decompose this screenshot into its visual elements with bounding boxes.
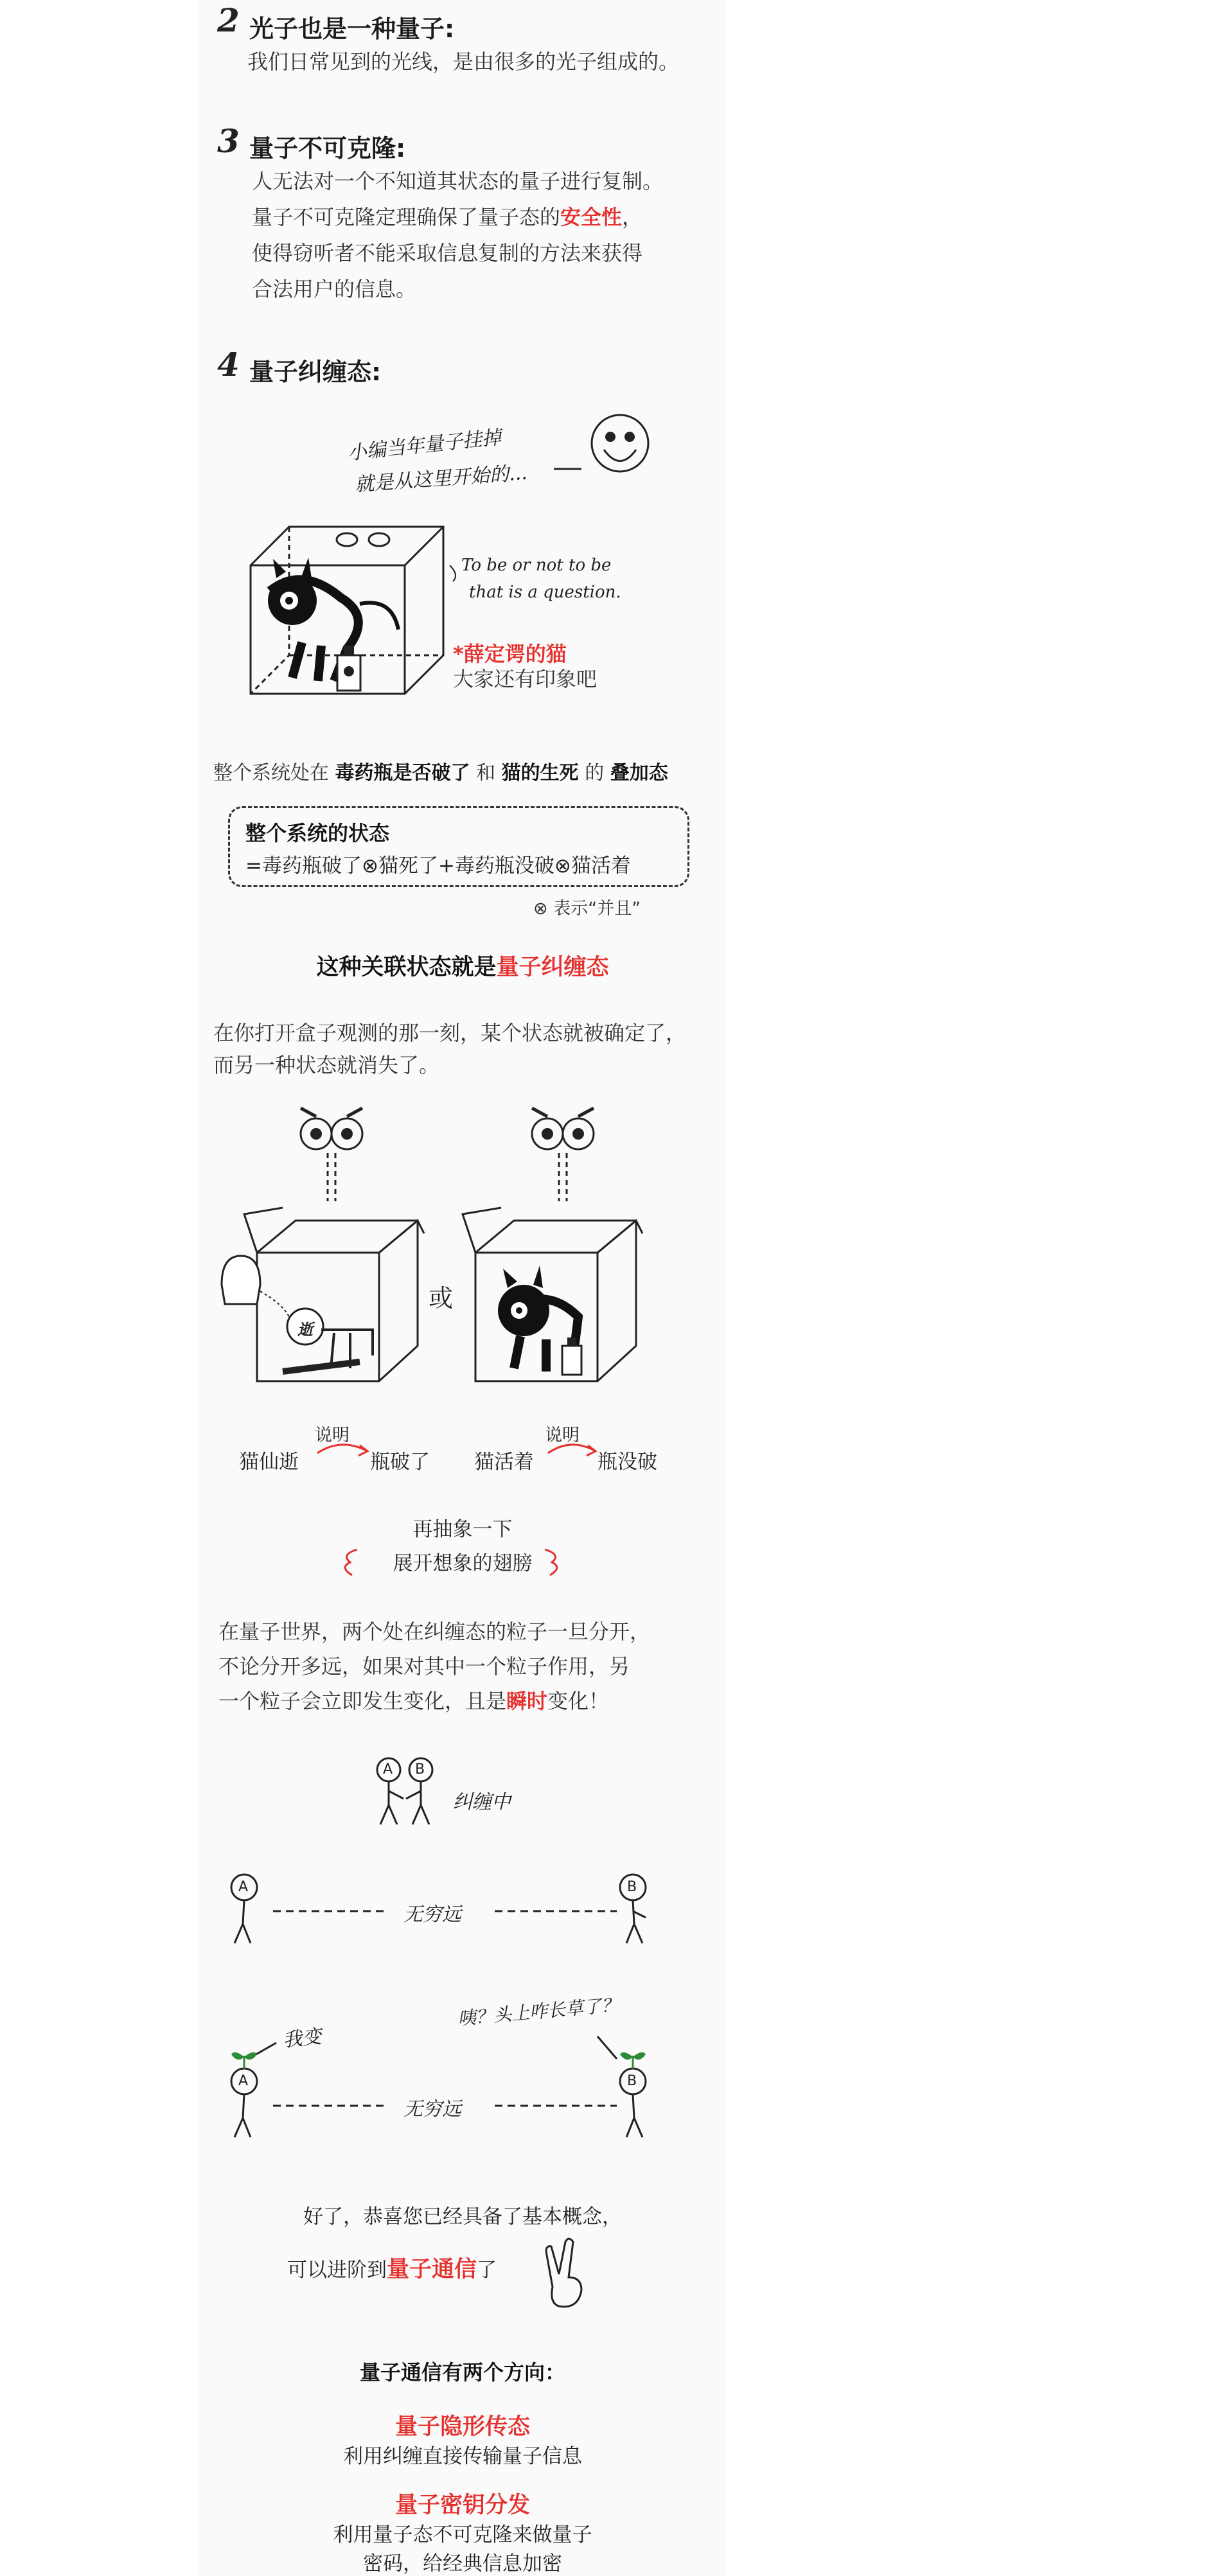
right-result-b: 瓶没破: [598, 1451, 657, 1474]
section-number-2: 2: [217, 1, 240, 39]
left-result-mid: 说明: [315, 1425, 350, 1445]
superposition-sentence: 整个系统处在 毒药瓶是否破了 和 猫的生死 的 叠加态: [213, 762, 668, 784]
section-title-entanglement: 量子纠缠态:: [249, 358, 382, 386]
handwritten-note-1: 小编当年量子挂掉: [346, 426, 502, 465]
section-text-photon: 我们日常见到的光线，是由很多的光子组成的。: [247, 49, 680, 74]
label-a-top: A: [383, 1761, 393, 1778]
abstract-line-2: 展开想象的翅膀: [393, 1552, 533, 1575]
no-cloning-line-2: 量子不可克隆定理确保了量子态的安全性，: [252, 205, 643, 229]
tensor-note: ⊗ 表示“并且”: [533, 899, 641, 919]
dead-tag: 逝: [297, 1320, 313, 1339]
key-distribution-text-1: 利用量子态不可克隆来做量子: [333, 2523, 592, 2546]
section-title-photon: 光子也是一种量子:: [249, 15, 455, 43]
observe-line-2: 而另一种状态就消失了。: [213, 1053, 440, 1077]
abstract-line-1: 再抽象一下: [412, 1518, 513, 1541]
congrats-line-2: 可以进阶到量子通信了: [287, 2257, 497, 2282]
section-title-no-cloning: 量子不可克隆:: [249, 134, 406, 163]
system-state-formula: =毒药瓶破了⊗猫死了+毒药瓶没破⊗猫活着: [245, 854, 631, 878]
hamlet-quote-2: that is a question.: [469, 583, 621, 602]
system-state-title: 整个系统的状态: [245, 821, 390, 845]
entangled-label: 纠缠中: [453, 1791, 511, 1813]
key-distribution-text-2: 密码，给经典信息加密: [363, 2552, 562, 2575]
handwritten-note-2: 就是从这里开始的...: [354, 461, 528, 497]
congrats-line-1: 好了，恭喜您已经具备了基本概念，: [303, 2205, 622, 2228]
world-line-1: 在量子世界，两个处在纠缠态的粒子一旦分开，: [218, 1619, 651, 1644]
world-line-2: 不论分开多远，如果对其中一个粒子作用，另: [218, 1654, 630, 1679]
label-a-change: A: [238, 2073, 249, 2089]
right-result-mid: 说明: [545, 1425, 580, 1445]
label-b-top: B: [415, 1761, 425, 1778]
schrodinger-cat-sub: 大家还有印象吧: [453, 667, 598, 691]
world-line-3: 一个粒子会立即发生变化，且是瞬时变化！: [218, 1689, 610, 1713]
far-away-label-2: 无穷远: [403, 2098, 461, 2121]
right-result-a: 猫活着: [474, 1451, 534, 1474]
a-speech: 我变: [281, 2025, 323, 2052]
left-result-a: 猫仙逝: [239, 1451, 299, 1474]
label-b-change: B: [627, 2073, 637, 2089]
entangled-state-line: 这种关联状态就是量子纠缠态: [316, 955, 609, 980]
teleportation-text: 利用纠缠直接传输量子信息: [343, 2445, 582, 2468]
or-label: 或: [429, 1284, 454, 1312]
hamlet-quote-1: To be or not to be: [461, 556, 612, 575]
label-a-far: A: [238, 1879, 249, 1895]
victory-hand-icon: [0, 0, 1, 1]
key-distribution-title: 量子密钥分发: [394, 2492, 530, 2518]
no-cloning-line-1: 人无法对一个不知道其状态的量子进行复制。: [252, 169, 664, 193]
section-number-4: 4: [217, 346, 240, 384]
left-result-b: 瓶破了: [370, 1451, 430, 1474]
directions-title: 量子通信有两个方向：: [359, 2360, 565, 2385]
teleportation-title: 量子隐形传态: [394, 2414, 530, 2440]
b-speech: 咦？头上咋长草了？: [457, 1994, 621, 2029]
observe-line-1: 在你打开盒子观测的那一刻，某个状态就被确定了，: [213, 1021, 687, 1045]
no-cloning-line-3: 使得窃听者不能采取信息复制的方法来获得: [252, 241, 643, 265]
schrodinger-cat-label: *薛定谔的猫: [453, 642, 567, 666]
security-highlight: 安全性: [560, 205, 623, 229]
section-number-3: 3: [217, 122, 240, 160]
label-b-far: B: [627, 1879, 637, 1895]
no-cloning-line-4: 合法用户的信息。: [252, 277, 417, 301]
far-away-label-1: 无穷远: [403, 1903, 461, 1926]
